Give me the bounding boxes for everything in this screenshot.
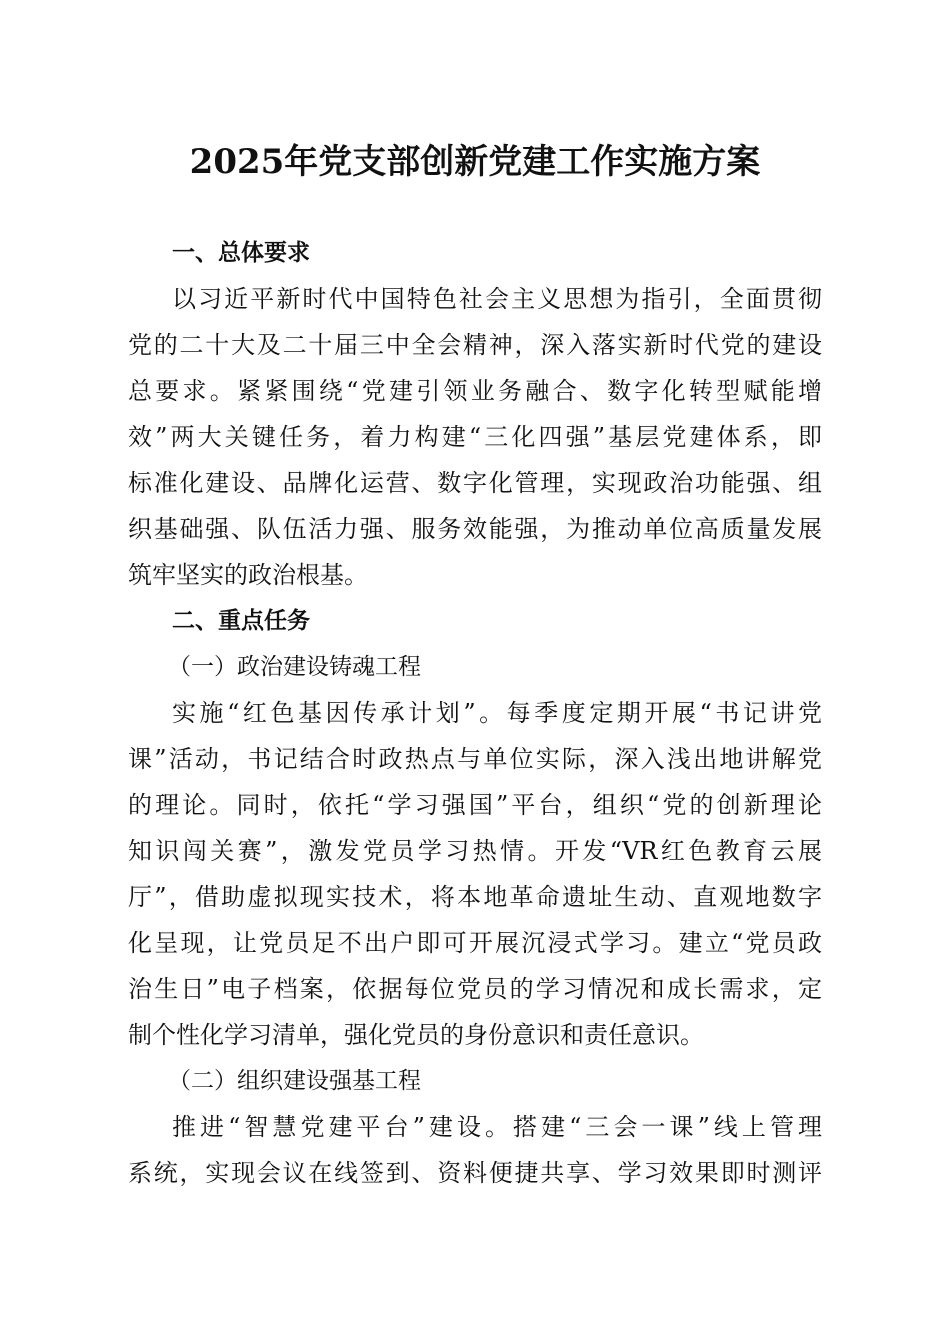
paragraph-line: 课”活动，书记结合时政热点与单位实际，深入浅出地讲解党 [128, 745, 822, 773]
section-heading-general-requirements: 一、总体要求 [172, 240, 310, 266]
paragraph-line: 治生日”电子档案，依据每位党员的学习情况和成长需求，定 [128, 975, 822, 1003]
paragraph-line: 化呈现，让党员足不出户即可开展沉浸式学习。建立“党员政 [128, 929, 822, 957]
paragraph-line: 推进“智慧党建平台”建设。搭建“三会一课”线上管理 [172, 1113, 822, 1141]
paragraph-line: 厅”，借助虚拟现实技术，将本地革命遗址生动、直观地数字 [128, 883, 822, 911]
paragraph-line: 以习近平新时代中国特色社会主义思想为指引，全面贯彻 [172, 285, 822, 313]
paragraph-line: 党的二十大及二十届三中全会精神，深入落实新时代党的建设 [128, 331, 822, 359]
document-body [128, 230, 822, 1196]
paragraph-line: 筑牢坚实的政治根基。 [128, 561, 368, 589]
paragraph-line: 效”两大关键任务，着力构建“三化四强”基层党建体系，即 [128, 423, 822, 451]
paragraph-line: 织基础强、队伍活力强、服务效能强，为推动单位高质量发展 [128, 515, 822, 543]
subsection-heading-political-construction: （一）政治建设铸魂工程 [168, 654, 421, 680]
paragraph-line: 标准化建设、品牌化运营、数字化管理，实现政治功能强、组 [128, 469, 822, 497]
paragraph-line: 知识闯关赛”，激发党员学习热情。开发“VR红色教育云展 [128, 837, 822, 865]
section-heading-key-tasks: 二、重点任务 [172, 608, 310, 634]
paragraph-line: 总要求。紧紧围绕“党建引领业务融合、数字化转型赋能增 [128, 377, 822, 405]
paragraph-line: 制个性化学习清单，强化党员的身份意识和责任意识。 [128, 1021, 704, 1049]
paragraph-line: 系统，实现会议在线签到、资料便捷共享、学习效果即时测评 [128, 1159, 822, 1187]
document-title: 2025年党支部创新党建工作实施方案 [189, 142, 761, 182]
paragraph-line: 实施“红色基因传承计划”。每季度定期开展“书记讲党 [172, 699, 822, 727]
subsection-heading-organization-construction: （二）组织建设强基工程 [168, 1068, 421, 1094]
paragraph-line: 的理论。同时，依托“学习强国”平台，组织“党的创新理论 [128, 791, 822, 819]
